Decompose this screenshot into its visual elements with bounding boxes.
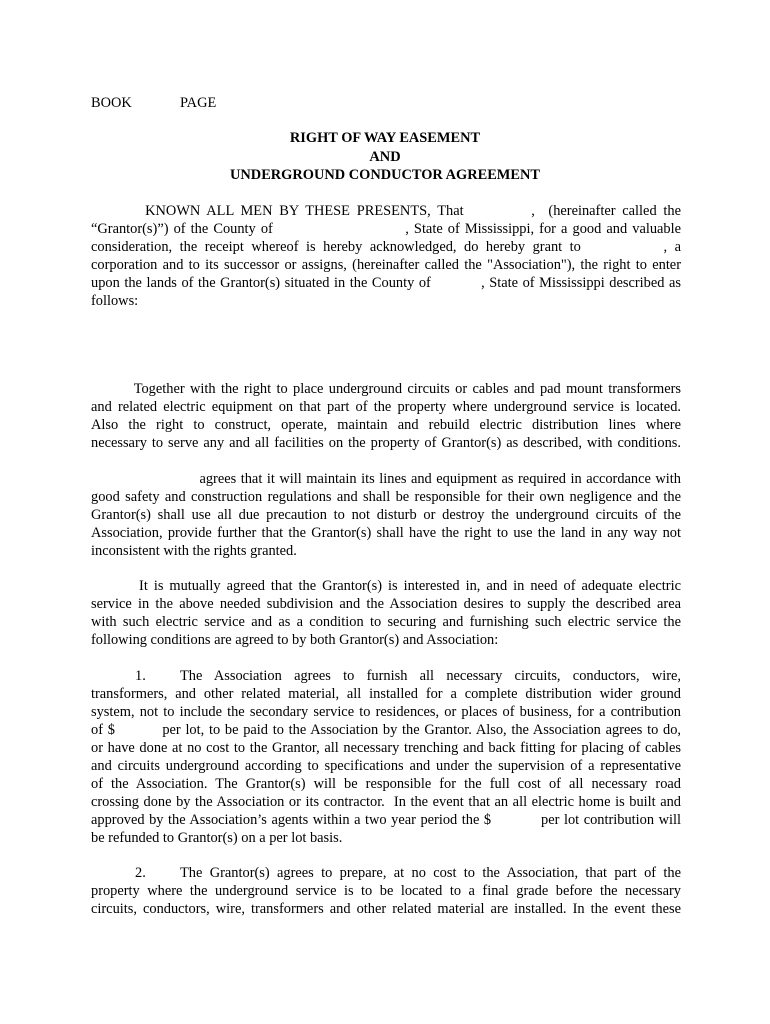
paragraph3-line: inconsistent with the rights granted. xyxy=(91,543,297,559)
paragraph4-line: service in the above needed subdivision and the Association desires to supply the described area xyxy=(91,596,681,612)
paragraph1-line: KNOWN ALL MEN BY THESE PRESENTS, That , (hereinafter called the xyxy=(91,203,681,219)
title-line-1: RIGHT OF WAY EASEMENT xyxy=(289,130,481,146)
paragraph4-line: with such electric service and as a condition to securing and furnishing such electric service the xyxy=(91,614,681,630)
item1-line: of the Association. The Grantor(s) will be responsible for the full cost of all necessary road xyxy=(91,776,681,792)
paragraph1-line: upon the lands of the Grantor(s) situated in the County of , State of Mississippi described as xyxy=(91,275,681,291)
book-label: BOOK xyxy=(91,95,132,111)
item2-line: circuits, conductors, wire, transformers and other related material are installed. In the event these xyxy=(91,901,681,917)
item1-line: transformers, and other related material, all installed for a complete distribution wider ground xyxy=(91,686,681,702)
page-label: PAGE xyxy=(180,95,217,111)
item2-line: The Grantor(s) agrees to prepare, at no cost to the Association, that part of the xyxy=(180,865,681,881)
title-line-3: UNDERGROUND CONDUCTOR AGREEMENT xyxy=(230,167,540,183)
item1-line: system, not to include the secondary service to residences, or places of business, for a contribution xyxy=(91,704,681,720)
paragraph2-line: necessary to serve any and all facilities on the property of Grantor(s) as described, with conditions. xyxy=(91,435,681,451)
item1-line: The Association agrees to furnish all necessary circuits, conductors, wire, xyxy=(180,668,681,684)
item1-number: 1. xyxy=(135,668,146,684)
item2-number: 2. xyxy=(135,865,146,881)
item1-line: of $ per lot, to be paid to the Association by the Grantor. Also, the Association agrees to do, xyxy=(91,722,681,738)
item1-line: and circuits underground according to specifications and under the supervision of a representative xyxy=(91,758,681,774)
paragraph1-line: follows: xyxy=(91,293,139,309)
paragraph2-line: Also the right to construct, operate, maintain and rebuild electric distribution lines where xyxy=(91,417,681,433)
item1-line: crossing done by the Association or its contractor. In the event that an all electric home is built and xyxy=(91,794,681,810)
paragraph2-line: and related electric equipment on that part of the property where underground service is located. xyxy=(91,399,681,415)
item1-line: approved by the Association’s agents within a two year period the $ per lot contribution will xyxy=(91,812,681,828)
paragraph3-line: agrees that it will maintain its lines and equipment as required in accordance with xyxy=(91,471,681,487)
paragraph3-line: good safety and construction regulations and shall be responsible for their own negligence and the xyxy=(91,489,681,505)
item1-line: be refunded to Grantor(s) on a per lot basis. xyxy=(91,830,343,846)
item2-line: property where the underground service is to be located to a final grade before the necessary xyxy=(91,883,681,899)
paragraph1-line: “Grantor(s)”) of the County of , State of Mississippi, for a good and valuable xyxy=(91,221,681,237)
paragraph4-line: It is mutually agreed that the Grantor(s) is interested in, and in need of adequate electric xyxy=(91,578,681,594)
item1-line: or have done at no cost to the Grantor, all necessary trenching and back fitting for placing of cables xyxy=(91,740,681,756)
paragraph2-line: Together with the right to place underground circuits or cables and pad mount transformers xyxy=(91,381,681,397)
title-line-2: AND xyxy=(369,149,401,165)
paragraph3-line: Association, provide further that the Grantor(s) shall have the right to use the land in any way not xyxy=(91,525,681,541)
paragraph3-line: Grantor(s) shall use all due precaution to not disturb or destroy the underground circuits of the xyxy=(91,507,681,523)
paragraph1-line: consideration, the receipt whereof is hereby acknowledged, do hereby grant to , a xyxy=(91,239,681,255)
paragraph1-line: corporation and to its successor or assigns, (hereinafter called the "Association"), the right to enter xyxy=(91,257,681,273)
paragraph4-line: following conditions are agreed to by both Grantor(s) and Association: xyxy=(91,632,499,648)
